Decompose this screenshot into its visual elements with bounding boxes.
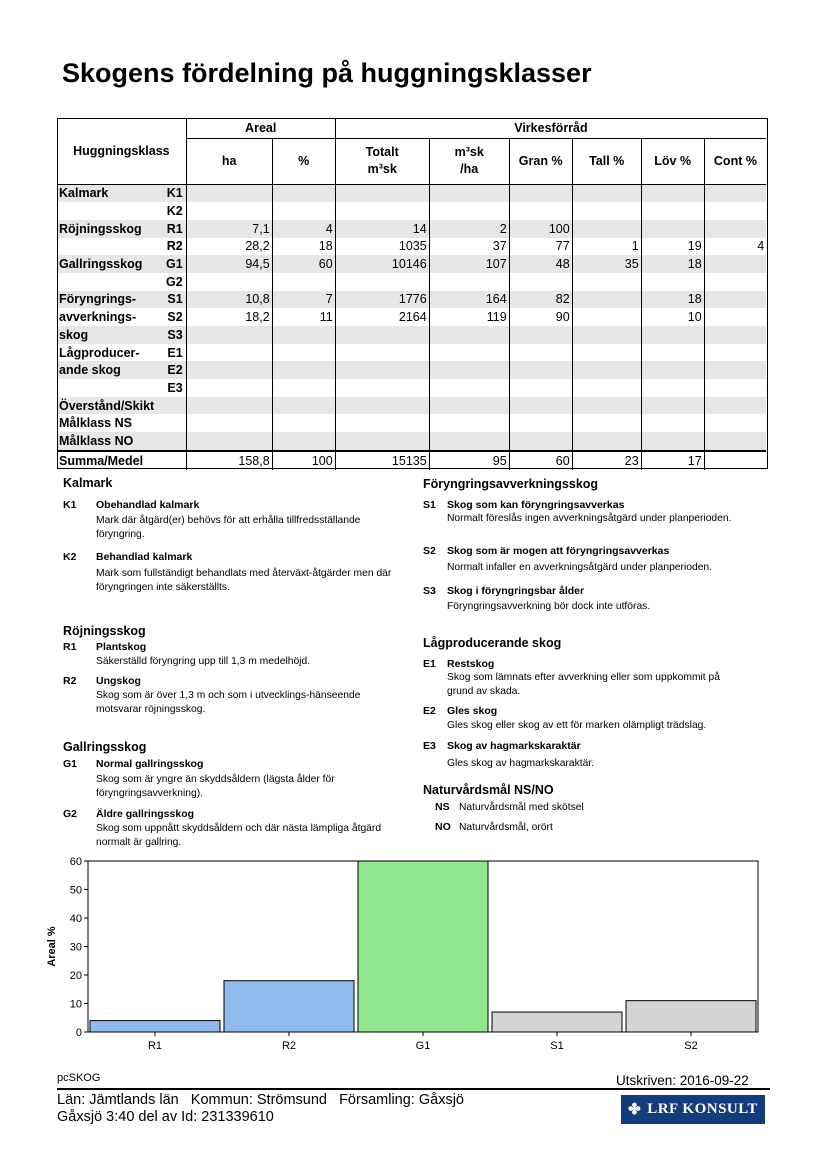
cell-m3: 164 <box>429 291 509 309</box>
legend-kalmark-heading: Kalmark <box>63 476 113 490</box>
legend-code: S1 <box>423 499 436 511</box>
cell-tot <box>335 397 429 415</box>
cell-lov <box>641 273 704 291</box>
cell-gran <box>509 379 572 397</box>
cell-cont <box>704 308 766 326</box>
y-tick-label: 50 <box>69 884 82 897</box>
cell-cont <box>704 361 766 379</box>
cell-tot <box>335 184 429 202</box>
row-class-label: Målklass NS <box>57 414 164 432</box>
col-m3ha: m³sk /ha <box>429 138 509 184</box>
cell-m3 <box>429 432 509 451</box>
table-row <box>57 414 766 432</box>
legend-desc: Gles skog eller skog av ett för marken olämpligt trädslag. <box>447 720 707 731</box>
cell-cont <box>704 397 766 415</box>
summa-row <box>57 451 766 470</box>
row-class-code <box>164 414 186 432</box>
y-axis-label: Areal % <box>46 926 58 967</box>
cell-lov <box>641 379 704 397</box>
cell-m3 <box>429 326 509 344</box>
legend-code: R1 <box>63 641 77 653</box>
cell-ha <box>186 273 272 291</box>
summa-pct: 100 <box>272 451 335 470</box>
cell-tall <box>572 308 641 326</box>
x-tick-label: G1 <box>415 1040 431 1052</box>
row-class-label: avverknings- <box>57 308 164 326</box>
legend-title: Skog av hagmarkskaraktär <box>447 740 581 752</box>
legend-desc: Skog som är yngre än skyddsåldern (lägsta ålder för föryngringsavverkning). <box>96 774 335 799</box>
row-class-code: R1 <box>164 220 186 238</box>
cell-pct <box>272 273 335 291</box>
col-virkesforrad: Virkesförråd <box>335 118 766 138</box>
areal-bar-chart <box>40 850 775 1060</box>
cell-m3 <box>429 184 509 202</box>
cell-gran <box>509 361 572 379</box>
x-tick-label: R1 <box>147 1040 163 1052</box>
x-tick-label: R2 <box>281 1040 297 1052</box>
table-row <box>57 397 766 415</box>
lrf-konsult-logo <box>621 1095 765 1124</box>
legend-code: K1 <box>63 499 77 511</box>
cell-tall <box>572 273 641 291</box>
cell-lov <box>641 432 704 451</box>
cell-lov: 10 <box>641 308 704 326</box>
cell-cont <box>704 379 766 397</box>
cell-m3 <box>429 379 509 397</box>
cell-ha <box>186 184 272 202</box>
cell-lov: 18 <box>641 291 704 309</box>
col-ha: ha <box>186 138 272 184</box>
cell-pct <box>272 326 335 344</box>
summa-lov: 17 <box>641 451 704 470</box>
table-row <box>57 220 766 238</box>
col-lov: Löv % <box>641 138 704 184</box>
legend-code: E1 <box>423 658 436 670</box>
cell-m3 <box>429 202 509 220</box>
cell-pct <box>272 344 335 362</box>
cell-pct <box>272 379 335 397</box>
y-tick-label: 0 <box>75 1027 82 1039</box>
y-tick-label: 10 <box>69 998 82 1011</box>
property-info <box>57 1092 464 1126</box>
cell-cont <box>704 255 766 273</box>
cell-gran: 100 <box>509 220 572 238</box>
cell-tot <box>335 273 429 291</box>
table-row <box>57 326 766 344</box>
logo-text: LRF KONSULT <box>647 1101 758 1117</box>
cell-m3 <box>429 397 509 415</box>
clover-icon: ✤ <box>628 1102 642 1118</box>
cell-pct <box>272 414 335 432</box>
cell-m3 <box>429 361 509 379</box>
row-class-label <box>57 273 164 291</box>
row-class-code: S3 <box>164 326 186 344</box>
cell-tot <box>335 432 429 451</box>
cell-cont: 4 <box>704 238 766 256</box>
cell-ha: 10,8 <box>186 291 272 309</box>
summa-label: Summa/Medel <box>57 451 186 470</box>
cell-m3 <box>429 344 509 362</box>
row-class-code: K2 <box>164 202 186 220</box>
cell-ha <box>186 361 272 379</box>
col-huggningsklass: Huggningsklass <box>57 118 186 184</box>
cell-gran <box>509 326 572 344</box>
summa-m3: 95 <box>429 451 509 470</box>
cell-tall: 35 <box>572 255 641 273</box>
cell-lov <box>641 344 704 362</box>
legend-gallring-heading: Gallringsskog <box>63 740 147 754</box>
cell-tot <box>335 414 429 432</box>
row-class-code: E1 <box>164 344 186 362</box>
cell-tot <box>335 344 429 362</box>
cell-ha <box>186 344 272 362</box>
cell-gran <box>509 184 572 202</box>
bar-S1 <box>492 1012 622 1032</box>
legend-foryngring-heading: Föryngringsavverkningsskog <box>423 477 599 491</box>
legend-code: E3 <box>423 740 436 752</box>
legend-title: Gles skog <box>447 705 498 717</box>
row-class-label: Överstånd/Skikt <box>57 397 164 415</box>
cell-gran <box>509 432 572 451</box>
cell-cont <box>704 220 766 238</box>
legend-desc: Mark där åtgärd(er) behövs för att erhålla tillfredsställande föryngring. <box>96 515 361 540</box>
legend-title: Skog som kan föryngringsavverkas <box>447 499 625 511</box>
cell-tall <box>572 291 641 309</box>
cell-lov <box>641 202 704 220</box>
row-class-label: skog <box>57 326 164 344</box>
cell-ha: 28,2 <box>186 238 272 256</box>
table-row <box>57 432 766 451</box>
row-class-code: G2 <box>164 273 186 291</box>
cell-pct: 7 <box>272 291 335 309</box>
summa-tall: 23 <box>572 451 641 470</box>
legend-title: Normal gallringsskog <box>96 758 204 770</box>
cell-m3: 119 <box>429 308 509 326</box>
bar-S2 <box>626 1001 756 1032</box>
legend-desc: Föryngringsavverkning bör dock inte utföras. <box>447 601 651 612</box>
bar-R1 <box>90 1021 220 1032</box>
bar-G1 <box>358 861 488 1032</box>
cell-pct <box>272 432 335 451</box>
huggningsklass-table <box>57 118 766 470</box>
property-id: Gåxsjö 3:40 del av Id: 231339610 <box>57 1109 274 1125</box>
cell-tot: 1776 <box>335 291 429 309</box>
cell-gran: 90 <box>509 308 572 326</box>
legend-desc: Skog som är över 1,3 m och som i utvecklings-hänseende motsvarar röjningsskog. <box>96 690 361 715</box>
cell-ha <box>186 414 272 432</box>
cell-gran: 82 <box>509 291 572 309</box>
cell-cont <box>704 184 766 202</box>
row-class-label: ande skog <box>57 361 164 379</box>
cell-lov: 18 <box>641 255 704 273</box>
cell-ha <box>186 202 272 220</box>
col-areal: Areal <box>186 118 335 138</box>
cell-lov: 19 <box>641 238 704 256</box>
row-class-label <box>57 238 164 256</box>
legend-code: S3 <box>423 585 436 597</box>
cell-tall <box>572 344 641 362</box>
legend-title: Skog som är mogen att föryngringsavverkas <box>447 545 670 557</box>
cell-tot: 2164 <box>335 308 429 326</box>
y-tick-label: 30 <box>69 941 82 954</box>
footer-divider <box>57 1088 770 1090</box>
row-class-code: S1 <box>164 291 186 309</box>
row-class-code <box>164 397 186 415</box>
table-row <box>57 184 766 202</box>
cell-tall <box>572 397 641 415</box>
cell-cont <box>704 414 766 432</box>
cell-pct: 11 <box>272 308 335 326</box>
property-location: Län: Jämtlands län Kommun: Strömsund Församling: Gåxsjö <box>57 1092 464 1108</box>
cell-cont <box>704 291 766 309</box>
cell-tall: 1 <box>572 238 641 256</box>
table-row <box>57 238 766 256</box>
row-class-label: Kalmark <box>57 184 164 202</box>
cell-tot <box>335 361 429 379</box>
cell-pct: 18 <box>272 238 335 256</box>
table-row <box>57 202 766 220</box>
cell-gran <box>509 273 572 291</box>
cell-lov <box>641 326 704 344</box>
cell-gran <box>509 397 572 415</box>
col-cont: Cont % <box>704 138 766 184</box>
row-class-label: Röjningsskog <box>57 220 164 238</box>
legend-desc: Normalt infaller en avverkningsåtgärd under planperioden. <box>447 562 713 573</box>
row-class-label <box>57 379 164 397</box>
row-class-code: R2 <box>164 238 186 256</box>
col-pct: % <box>272 138 335 184</box>
cell-pct <box>272 361 335 379</box>
summa-cont <box>704 451 766 470</box>
cell-pct <box>272 184 335 202</box>
legend-title: Behandlad kalmark <box>96 551 193 563</box>
legend-desc: Normalt föreslås ingen avverkningsåtgärd under planperioden. <box>447 513 732 524</box>
cell-tot: 10146 <box>335 255 429 273</box>
table-row <box>57 361 766 379</box>
cell-tall <box>572 379 641 397</box>
legend-code: E2 <box>423 705 436 717</box>
cell-ha: 18,2 <box>186 308 272 326</box>
cell-ha <box>186 432 272 451</box>
legend-desc: Skog som uppnått skyddsåldern och där nästa lämpliga åtgärd normalt är gallring. <box>96 823 382 848</box>
cell-tot <box>335 326 429 344</box>
program-name: pcSKOG <box>57 1072 101 1084</box>
row-class-label <box>57 202 164 220</box>
legend-title: Ungskog <box>96 675 141 687</box>
col-tall: Tall % <box>572 138 641 184</box>
row-class-label: Föryngrings- <box>57 291 164 309</box>
cell-m3 <box>429 414 509 432</box>
table-row <box>57 273 766 291</box>
cell-pct <box>272 202 335 220</box>
page-title: Skogens fördelning på huggningsklasser <box>62 58 592 88</box>
summa-tot: 15135 <box>335 451 429 470</box>
x-tick-label: S1 <box>550 1040 564 1052</box>
cell-m3: 2 <box>429 220 509 238</box>
cell-tot <box>335 202 429 220</box>
cell-gran <box>509 344 572 362</box>
y-tick-label: 40 <box>69 913 82 925</box>
cell-tall <box>572 184 641 202</box>
cell-tall <box>572 326 641 344</box>
bar-R2 <box>224 981 354 1032</box>
cell-ha <box>186 379 272 397</box>
cell-pct <box>272 397 335 415</box>
table-row <box>57 308 766 326</box>
summa-ha: 158,8 <box>186 451 272 470</box>
legend-desc: Gles skog av hagmarkskaraktär. <box>447 758 595 769</box>
row-class-code: S2 <box>164 308 186 326</box>
cell-gran: 77 <box>509 238 572 256</box>
x-tick-label: S2 <box>684 1040 698 1052</box>
cell-gran <box>509 202 572 220</box>
legend-title: Plantskog <box>96 641 147 653</box>
table-row <box>57 291 766 309</box>
cell-lov <box>641 184 704 202</box>
cell-tot: 1035 <box>335 238 429 256</box>
table-row <box>57 379 766 397</box>
row-class-label: Gallringsskog <box>57 255 164 273</box>
legend-desc: Skog som lämnats efter avverkning eller som uppkommit på grund av skada. <box>447 672 720 697</box>
legend-rojning-heading: Röjningsskog <box>63 624 146 638</box>
legend-desc: Mark som fullständigt behandlats med återväxt-åtgärder men där föryngringen inte säkerställts. <box>96 568 392 593</box>
cell-tot <box>335 379 429 397</box>
legend-code: NO <box>435 821 451 833</box>
legend-code: K2 <box>63 551 77 563</box>
row-class-label: Målklass NO <box>57 432 164 451</box>
cell-pct: 60 <box>272 255 335 273</box>
legend-desc: Naturvårdsmål med skötsel <box>459 802 584 813</box>
legend-title: Äldre gallringsskog <box>96 808 195 820</box>
cell-pct: 4 <box>272 220 335 238</box>
cell-gran: 48 <box>509 255 572 273</box>
cell-ha <box>186 397 272 415</box>
legend-code: S2 <box>423 545 436 557</box>
legend-title: Skog i föryngringsbar ålder <box>447 585 585 597</box>
summa-gran: 60 <box>509 451 572 470</box>
y-tick-label: 60 <box>69 856 82 868</box>
table-row <box>57 344 766 362</box>
cell-gran <box>509 414 572 432</box>
cell-lov <box>641 361 704 379</box>
legend-lagprod-heading: Lågproducerande skog <box>423 636 562 650</box>
cell-m3 <box>429 273 509 291</box>
row-class-code: G1 <box>164 255 186 273</box>
cell-tall <box>572 202 641 220</box>
cell-tall <box>572 220 641 238</box>
cell-tot: 14 <box>335 220 429 238</box>
legend-natur-heading: Naturvårdsmål NS/NO <box>423 783 554 797</box>
legend-code: NS <box>435 801 450 813</box>
legend-code: R2 <box>63 675 77 687</box>
col-gran: Gran % <box>509 138 572 184</box>
cell-lov <box>641 414 704 432</box>
cell-cont <box>704 344 766 362</box>
cell-lov <box>641 220 704 238</box>
legend-title: Obehandlad kalmark <box>96 499 200 511</box>
row-class-code: K1 <box>164 184 186 202</box>
y-tick-label: 20 <box>69 970 82 982</box>
cell-m3: 107 <box>429 255 509 273</box>
cell-cont <box>704 432 766 451</box>
cell-ha: 94,5 <box>186 255 272 273</box>
cell-tall <box>572 414 641 432</box>
cell-tall <box>572 432 641 451</box>
row-class-code <box>164 432 186 451</box>
row-class-code: E3 <box>164 379 186 397</box>
cell-tall <box>572 361 641 379</box>
row-class-code: E2 <box>164 361 186 379</box>
table-row <box>57 255 766 273</box>
legend-title: Restskog <box>447 658 495 670</box>
cell-cont <box>704 202 766 220</box>
cell-cont <box>704 273 766 291</box>
cell-cont <box>704 326 766 344</box>
legend-code: G2 <box>63 808 78 820</box>
print-date: Utskriven: 2016-09-22 <box>616 1073 749 1088</box>
legend-desc: Säkerställd föryngring upp till 1,3 m medelhöjd. <box>96 656 311 667</box>
cell-ha: 7,1 <box>186 220 272 238</box>
cell-lov <box>641 397 704 415</box>
cell-m3: 37 <box>429 238 509 256</box>
cell-ha <box>186 326 272 344</box>
col-totalt: Totalt m³sk <box>335 138 429 184</box>
legend-desc: Naturvårdsmål, orört <box>459 822 553 833</box>
row-class-label: Lågproducer- <box>57 344 164 362</box>
legend-code: G1 <box>63 758 78 770</box>
